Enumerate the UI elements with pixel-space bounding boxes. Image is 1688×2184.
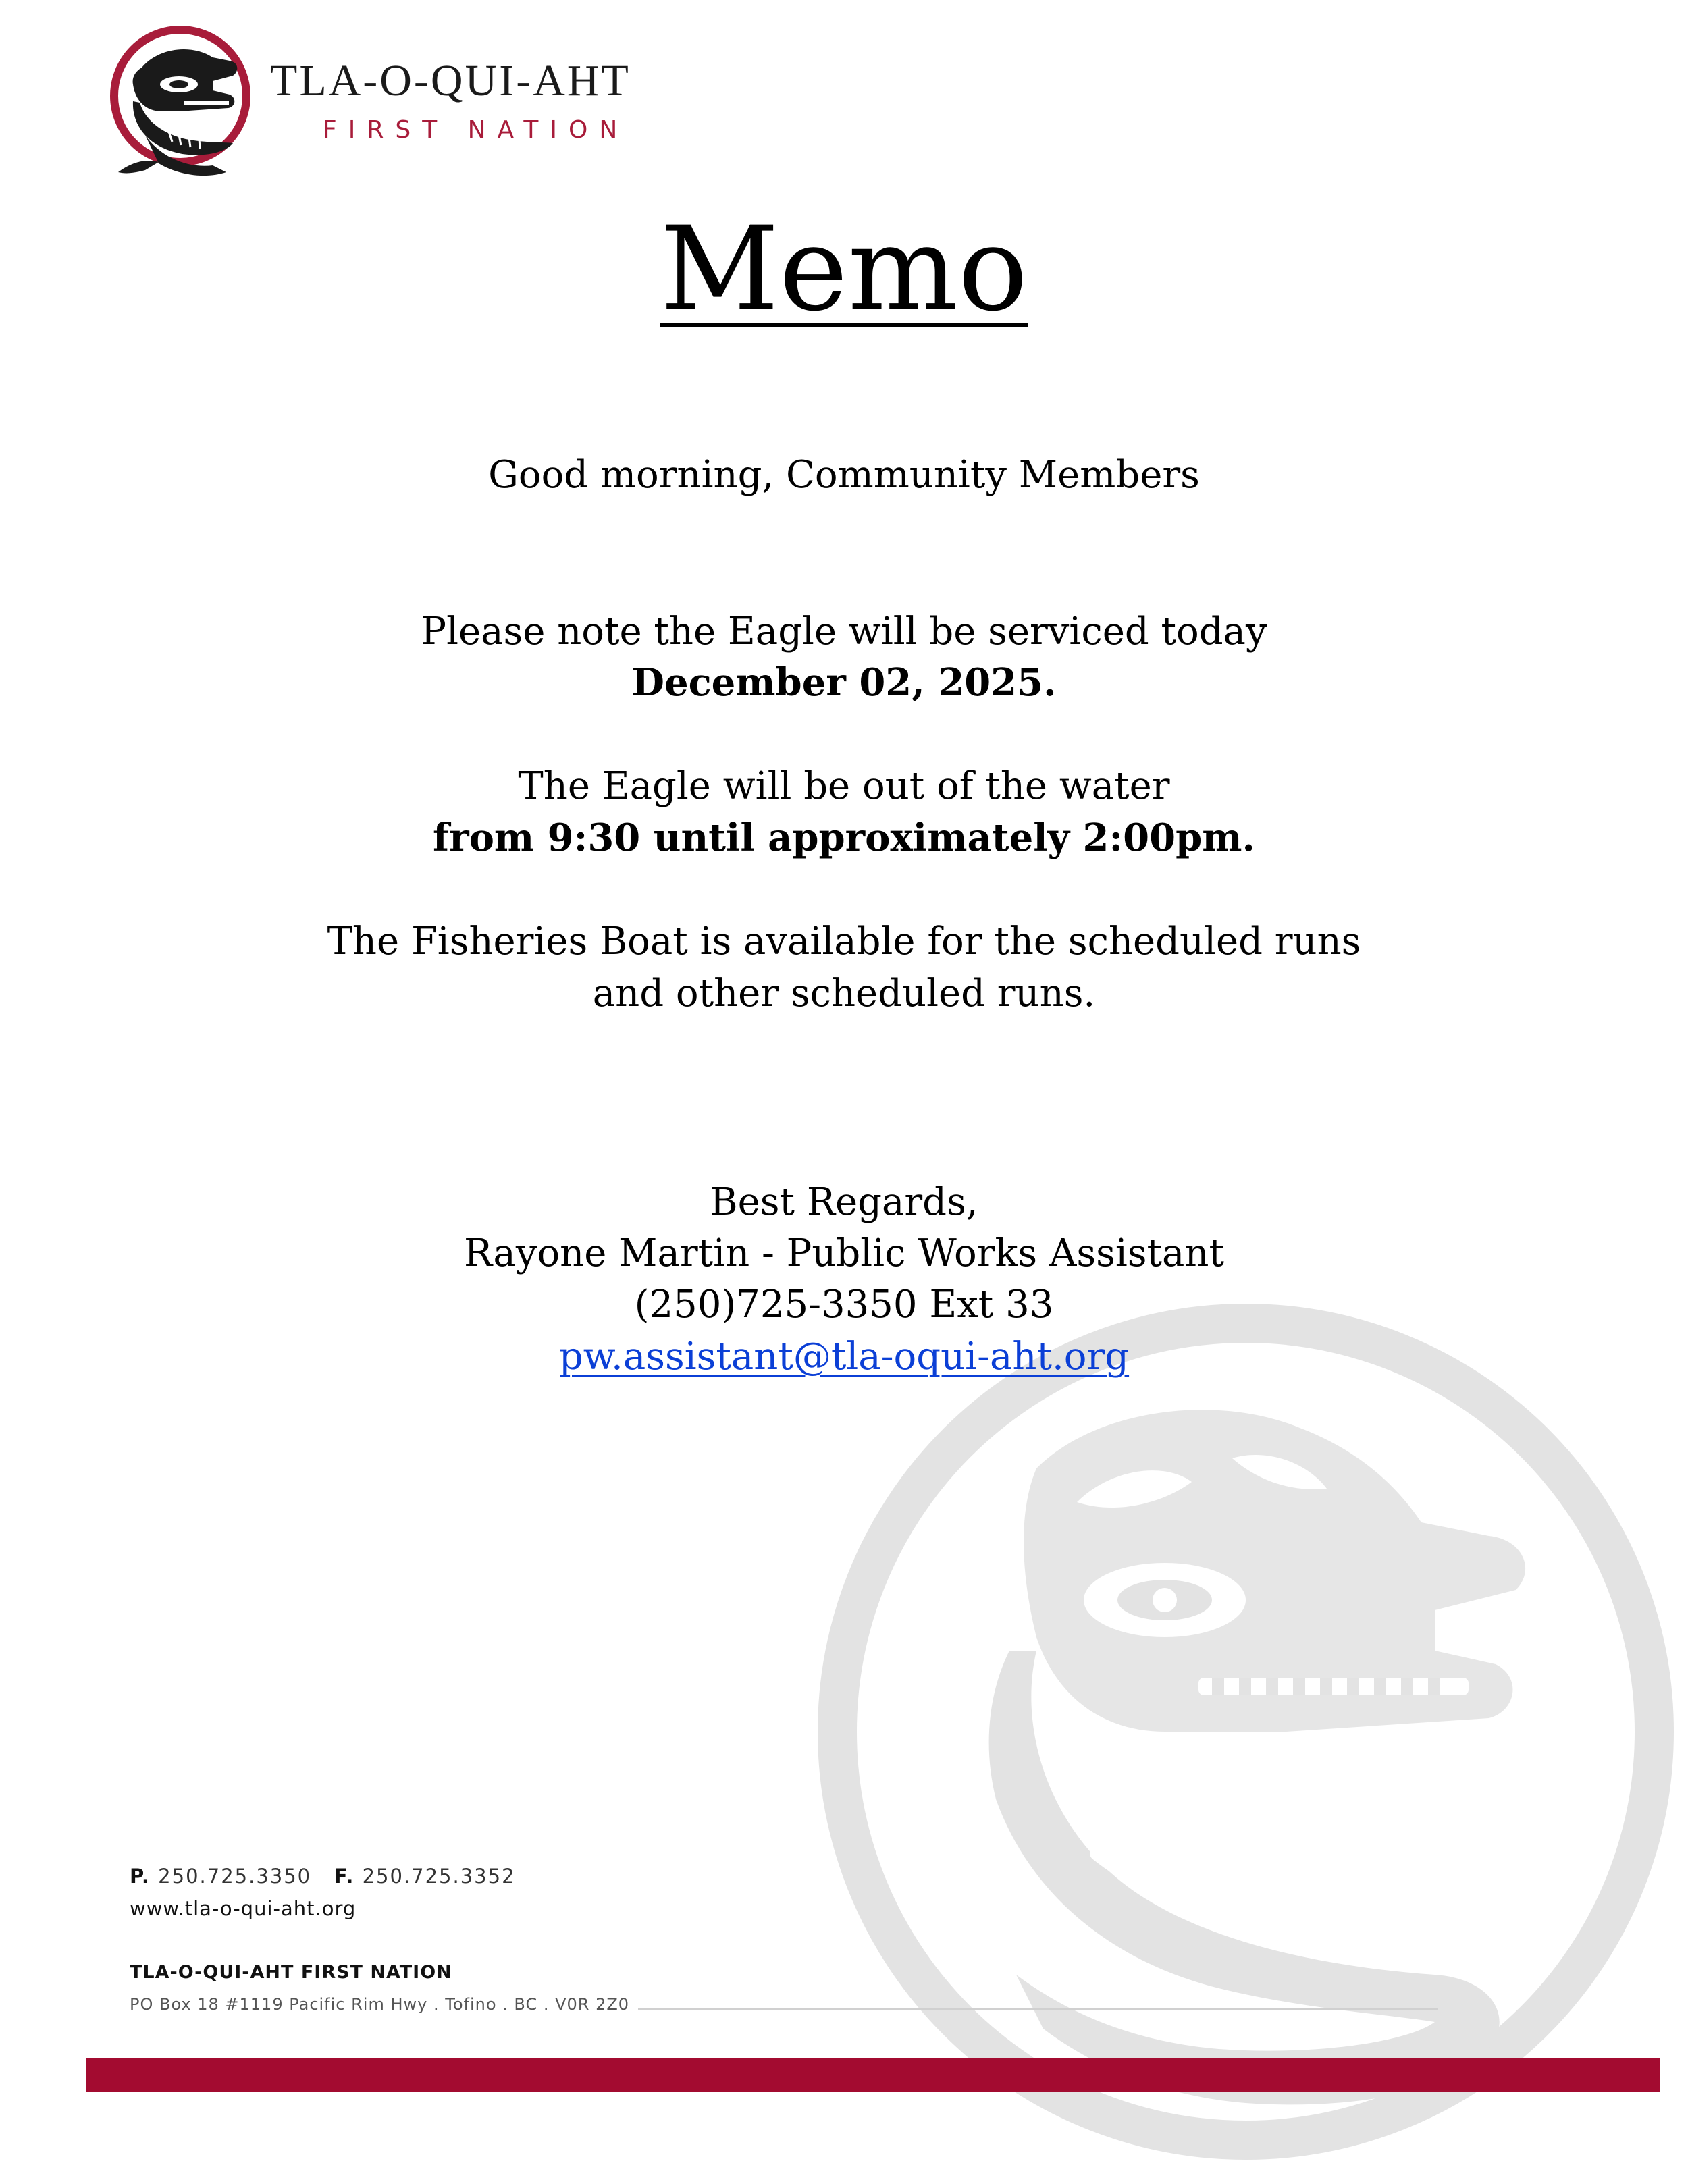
scheduled-runs-line: and other scheduled runs.: [592, 971, 1096, 1015]
serpent-logo-icon: [105, 20, 260, 182]
water-note-line: The Eagle will be out of the water: [518, 764, 1170, 808]
serpent-watermark-icon: [814, 1300, 1678, 2164]
signature-phone: (250)725-3350 Ext 33: [634, 1283, 1054, 1327]
footer-contact: [130, 1865, 516, 1888]
signature-email-line: [0, 1334, 1688, 1379]
footer-phone: 250.725.3350: [158, 1865, 312, 1888]
water-time-line: from 9:30 until approximately 2:00pm.: [432, 816, 1256, 860]
memo-title-text: Memo: [660, 201, 1028, 337]
footer-organization: TLA-O-QUI-AHT FIRST NATION: [130, 1962, 452, 1983]
footer-divider: [638, 2008, 1438, 2010]
footer-address: PO Box 18 #1119 Pacific Rim Hwy . Tofino . BC . V0R 2Z0: [130, 1995, 630, 2014]
signature-name-title: Rayone Martin - Public Works Assistant: [463, 1231, 1224, 1275]
footer-fax-label: F.: [334, 1865, 355, 1888]
service-note-line: Please note the Eagle will be serviced today: [421, 610, 1267, 654]
signature-email-link[interactable]: pw.assistant@tla-oqui-aht.org: [558, 1335, 1130, 1379]
footer-color-bar: [86, 2058, 1660, 2092]
greeting-line: Good morning, Community Members: [488, 453, 1200, 497]
closing-line: Best Regards,: [710, 1180, 978, 1224]
organization-name: TLA-O-QUI-AHT: [270, 56, 631, 105]
memo-title: [0, 203, 1688, 336]
footer-website[interactable]: www.tla-o-qui-aht.org: [130, 1897, 357, 1920]
fisheries-boat-line: The Fisheries Boat is available for the scheduled runs: [327, 920, 1361, 963]
footer-phone-label: P.: [130, 1865, 151, 1888]
organization-subtitle: FIRST NATION: [323, 116, 629, 144]
footer-fax: 250.725.3352: [362, 1865, 516, 1888]
service-date-line: December 02, 2025.: [631, 660, 1057, 705]
